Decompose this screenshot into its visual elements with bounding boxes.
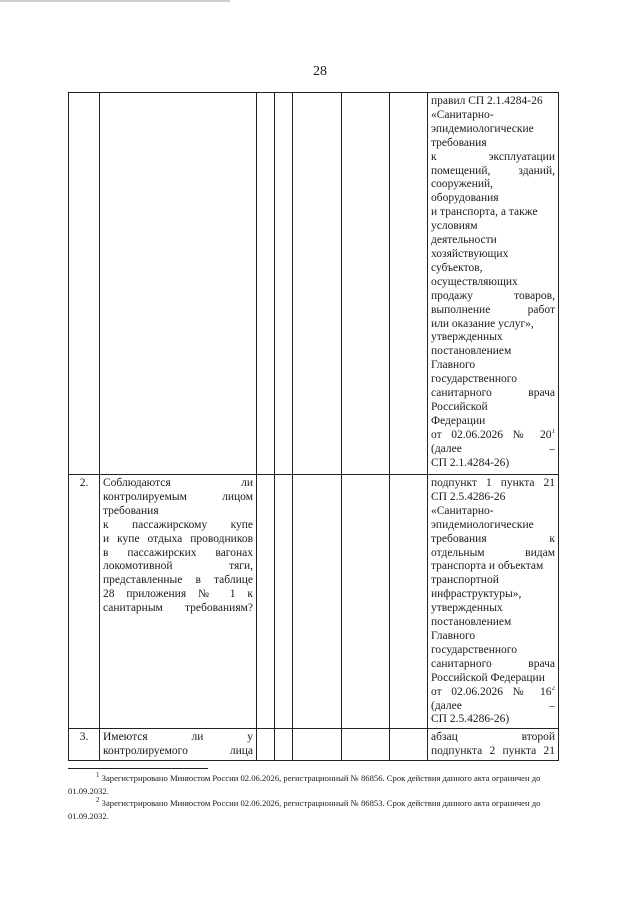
note-cell — [342, 729, 390, 761]
question-line: 28 приложения № 1 к — [103, 588, 253, 601]
footnotes — [68, 768, 570, 822]
question-line: требования — [103, 504, 159, 517]
extra-cell — [390, 729, 428, 761]
question-cell — [100, 93, 257, 475]
basis-line: СП 2.5.4286-26 — [431, 490, 506, 503]
footnote-mark: 1 — [96, 771, 100, 780]
answer-no-cell — [275, 93, 293, 475]
basis-line: требования к — [431, 532, 555, 545]
row-number — [69, 93, 100, 475]
not-applicable-cell — [293, 475, 342, 729]
page-number: 28 — [313, 64, 327, 79]
not-applicable-cell — [293, 93, 342, 475]
question-line: локомотивной тяги, — [103, 560, 253, 573]
extra-cell — [390, 475, 428, 729]
question-line: в пассажирских вагонах — [103, 546, 253, 559]
basis-line: помещений, зданий, — [431, 164, 555, 177]
extra-cell — [390, 93, 428, 475]
basis-line: к эксплуатации — [431, 150, 555, 163]
table-row — [69, 475, 559, 729]
basis-line: утвержденных — [431, 602, 503, 615]
question-line: к пассажирскому купе — [103, 518, 253, 531]
question-line: представленные в таблице — [103, 574, 253, 587]
basis-line — [431, 686, 555, 700]
row-number: 2. — [69, 475, 100, 729]
answer-yes-cell — [257, 475, 275, 729]
question-line: Соблюдаются ли — [103, 477, 253, 489]
footnote-divider — [68, 768, 208, 769]
basis-line: хозяйствующих — [431, 247, 509, 260]
question-line: контролируемым лицом — [103, 490, 253, 503]
basis-line: СП 2.1.4284-26) — [431, 456, 510, 469]
basis-line: эпидемиологические — [431, 122, 534, 135]
basis-line-text: от 02.06.2026 № 20 — [431, 428, 552, 441]
basis-line: государственного — [431, 643, 517, 656]
basis-line: и транспорта, а также — [431, 206, 538, 219]
question-line: и купе отдыха проводников — [103, 532, 253, 545]
basis-line: «Санитарно- — [431, 504, 494, 517]
note-cell — [342, 475, 390, 729]
basis-line: правил СП 2.1.4284-26 — [431, 95, 543, 107]
basis-line: требования — [431, 136, 487, 149]
basis-line: утвержденных — [431, 331, 503, 344]
basis-line — [431, 429, 555, 443]
basis-line: эпидемиологические — [431, 518, 534, 531]
basis-line: субъектов, — [431, 261, 483, 274]
question-cell — [100, 729, 257, 761]
footnote-ref-2: 2 — [551, 685, 555, 692]
basis-cell — [428, 729, 559, 761]
footnote-text: Зарегистрировано Минюстом России 02.06.2026, регистрационный № 86853. Срок действия данного акта ограничен до 01.09.2032. — [68, 798, 541, 821]
basis-line: подпункт 1 пункта 21 — [431, 477, 555, 489]
table-row — [69, 729, 559, 761]
footnote-mark: 2 — [96, 796, 100, 805]
scan-edge-line — [0, 0, 230, 2]
basis-line: Главного — [431, 629, 476, 642]
question-line: контролируемого лица — [103, 745, 253, 758]
basis-line: транспорта и объектам — [431, 560, 544, 573]
basis-line: осуществляющих — [431, 275, 518, 288]
basis-line: сооружений, — [431, 178, 494, 191]
basis-line: отдельным видам — [431, 546, 555, 559]
basis-line: (далее – — [431, 699, 555, 712]
basis-line: «Санитарно- — [431, 108, 494, 121]
basis-line: оборудования — [431, 192, 499, 205]
basis-line: инфраструктуры», — [431, 588, 522, 601]
basis-line: подпункта 2 пункта 21 — [431, 745, 555, 758]
basis-line: абзац второй — [431, 731, 555, 744]
basis-line: или оказание услуг», — [431, 317, 534, 330]
answer-yes-cell — [257, 729, 275, 761]
basis-line: (далее – — [431, 442, 555, 455]
footnote-ref-1: 1 — [551, 428, 555, 435]
basis-line: государственного — [431, 373, 517, 386]
not-applicable-cell — [293, 729, 342, 761]
basis-line: постановлением — [431, 345, 512, 358]
basis-line-text: от 02.06.2026 № 16 — [431, 685, 552, 698]
basis-line: санитарного врача — [431, 387, 555, 400]
basis-line: Российской Федерации — [431, 671, 545, 684]
footnote-2 — [68, 797, 570, 822]
answer-no-cell — [275, 475, 293, 729]
question-cell — [100, 475, 257, 729]
basis-line: деятельности — [431, 234, 497, 247]
footnote-text: Зарегистрировано Минюстом России 02.06.2026, регистрационный № 86856. Срок действия данного акта ограничен до 01.09.2032. — [68, 773, 541, 796]
question-line: санитарным требованиям? — [103, 602, 253, 615]
row-number: 3. — [69, 729, 100, 761]
basis-line: Главного — [431, 359, 476, 372]
question-line: Имеются ли у — [103, 731, 253, 744]
basis-line: Российской — [431, 400, 488, 413]
basis-line: постановлением — [431, 616, 512, 629]
basis-line: выполнение работ — [431, 303, 555, 316]
note-cell — [342, 93, 390, 475]
basis-cell — [428, 475, 559, 729]
footnote-1 — [68, 772, 570, 797]
basis-cell — [428, 93, 559, 475]
basis-line: условиям — [431, 220, 478, 233]
basis-line: санитарного врача — [431, 657, 555, 670]
answer-no-cell — [275, 729, 293, 761]
basis-line: продажу товаров, — [431, 289, 555, 302]
basis-line: Федерации — [431, 414, 486, 427]
basis-line: транспортной — [431, 574, 499, 587]
table-row — [69, 93, 559, 475]
basis-line: СП 2.5.4286-26) — [431, 713, 510, 726]
answer-yes-cell — [257, 93, 275, 475]
requirements-table — [68, 92, 559, 761]
